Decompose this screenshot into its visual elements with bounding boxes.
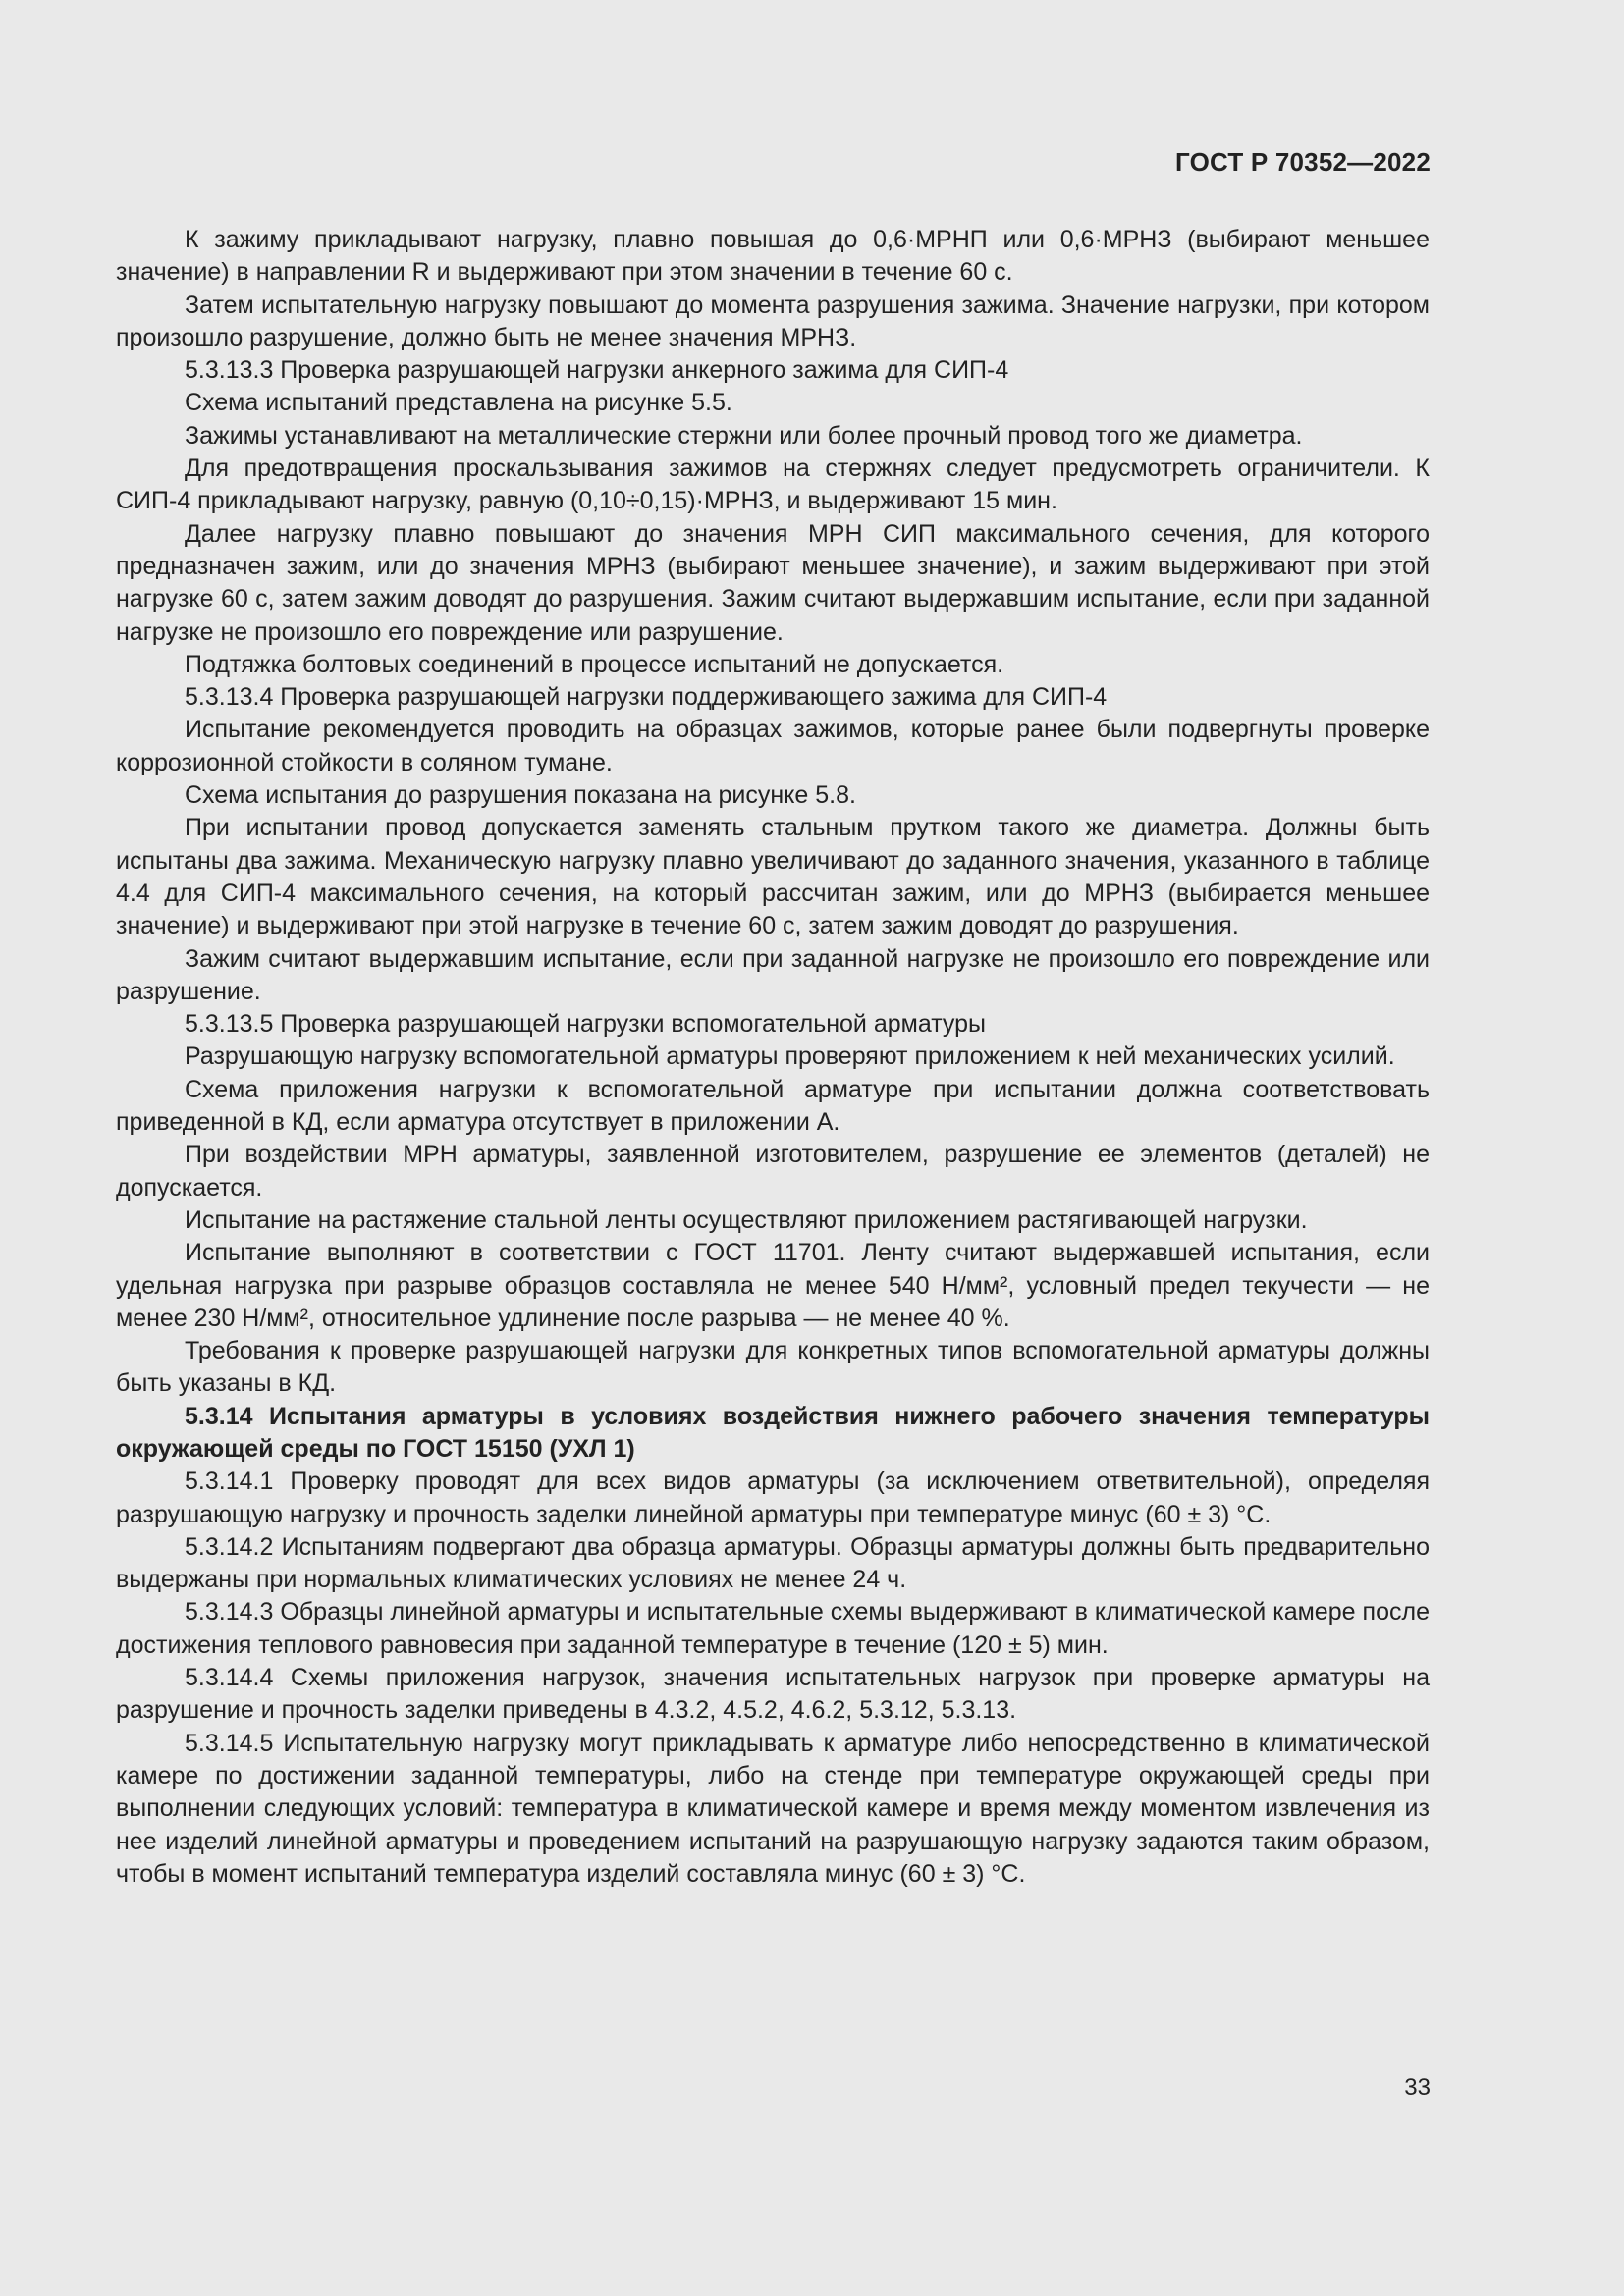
paragraph: 5.3.14.2 Испытаниям подвергают два образца арматуры. Образцы арматуры должны быть предварительно выдержаны при нормальных климатических условиях не менее 24 ч. [116,1532,1430,1594]
paragraph: Схема испытания до разрушения показана на рисунке 5.8. [185,781,856,810]
paragraph: Требования к проверке разрушающей нагрузки для конкретных типов вспомогательной арматуры должны быть указаны в КД. [116,1337,1430,1398]
paragraph: К зажиму прикладывают нагрузку, плавно повышая до 0,6·МРНП или 0,6·МРНЗ (выбирают меньшее значение) в направлении R и выдерживают при этом значении в течение 60 с. [116,226,1430,287]
paragraph: Разрушающую нагрузку вспомогательной арматуры проверяют приложением к ней механических усилий. [185,1042,1395,1071]
paragraph: Испытание выполняют в соответствии с ГОСТ 11701. Ленту считают выдержавшей испытания, если удельная нагрузка при разрыве образцов составляла не менее 540 Н/мм², условный предел текучести — не менее 230 Н/мм², относительное удлинение после разрыва — не менее 40 %. [116,1239,1430,1332]
paragraph: Далее нагрузку плавно повышают до значения МРН СИП максимального сечения, для которого предназначен зажим, или до значения МРНЗ (выбирают меньшее значение), и зажим выдерживают при этой нагрузке 60 с, затем зажим доводят до разрушения. Зажим считают выдержавшим испытание, если при заданной нагрузке не произошло его повреждение или разрушение. [116,519,1430,646]
paragraph: Подтяжка болтовых соединений в процессе испытаний не допускается. [185,650,1004,678]
paragraph: 5.3.14.5 Испытательную нагрузку могут прикладывать к арматуре либо непосредственно в климатической камере по достижении заданной температуры, либо на стенде при температуре окружающей среды при выполнении следующих условий: температура в климатической камере и время между моментом извлечения из нее изделий линейной арматуры и проведением испытаний на разрушающую нагрузку задаются таким образом, чтобы в момент испытаний температура изделий составляла минус (60 ± 3) °С. [116,1729,1430,1888]
body-text [116,224,1430,1891]
paragraph: Схема испытаний представлена на рисунке 5.5. [185,389,732,417]
paragraph: Затем испытательную нагрузку повышают до момента разрушения зажима. Значение нагрузки, при котором произошло разрушение, должно быть не менее значения МРНЗ. [116,291,1430,351]
paragraph: При воздействии МРН арматуры, заявленной изготовителем, разрушение ее элементов (деталей) не допускается. [116,1141,1430,1201]
paragraph: Испытание на растяжение стальной ленты осуществляют приложением растягивающей нагрузки. [185,1205,1308,1234]
paragraph: Схема приложения нагрузки к вспомогательной арматуре при испытании должна соответствовать приведенной в КД, если арматура отсутствует в приложении А. [116,1075,1430,1137]
subsection-heading: 5.3.13.5 Проверка разрушающей нагрузки вспомогательной арматуры [185,1010,987,1039]
paragraph: Для предотвращения проскальзывания зажимов на стержнях следует предусмотреть ограничители. К СИП-4 прикладывают нагрузку, равную (0,10÷0,15)·МРНЗ, и выдерживают 15 мин. [116,454,1430,515]
paragraph: Зажим считают выдержавшим испытание, если при заданной нагрузке не произошло его повреждение или разрушение. [116,944,1430,1005]
paragraph: 5.3.14.1 Проверку проводят для всех видов арматуры (за исключением ответвительной), определяя разрушающую нагрузку и прочность заделки линейной арматуры при температуре минус (60 ± 3) °С. [116,1468,1430,1528]
page-number: 33 [1404,2074,1431,2101]
paragraph: 5.3.14.3 Образцы линейной арматуры и испытательные схемы выдерживают в климатической камере после достижения теплового равновесия при заданной температуре в течение (120 ± 5) мин. [116,1598,1430,1659]
document-code-header: ГОСТ Р 70352—2022 [1175,147,1431,177]
paragraph: Испытание рекомендуется проводить на образцах зажимов, которые ранее были подвергнуты проверке коррозионной стойкости в соляном тумане. [116,716,1430,776]
subsection-heading: 5.3.13.4 Проверка разрушающей нагрузки поддерживающего зажима для СИП-4 [185,683,1108,712]
section-heading: 5.3.14 Испытания арматуры в условиях воздействия нижнего рабочего значения температуры окружающей среды по ГОСТ 15150 (УХЛ 1) [116,1402,1430,1463]
paragraph: Зажимы устанавливают на металлические стержни или более прочный провод того же диаметра. [185,421,1303,450]
paragraph: При испытании провод допускается заменять стальным прутком такого же диаметра. Должны быть испытаны два зажима. Механическую нагрузку плавно увеличивают до заданного значения, указанного в таблице 4.4 для СИП-4 максимального сечения, на который рассчитан зажим, или до МРНЗ (выбирается меньшее значение) и выдерживают при этой нагрузке в течение 60 с, затем зажим доводят до разрушения. [116,814,1430,940]
paragraph: 5.3.14.4 Схемы приложения нагрузок, значения испытательных нагрузок при проверке арматуры на разрушение и прочность заделки приведены в 4.3.2, 4.5.2, 4.6.2, 5.3.12, 5.3.13. [116,1664,1430,1725]
subsection-heading: 5.3.13.3 Проверка разрушающей нагрузки анкерного зажима для СИП-4 [185,356,1009,385]
